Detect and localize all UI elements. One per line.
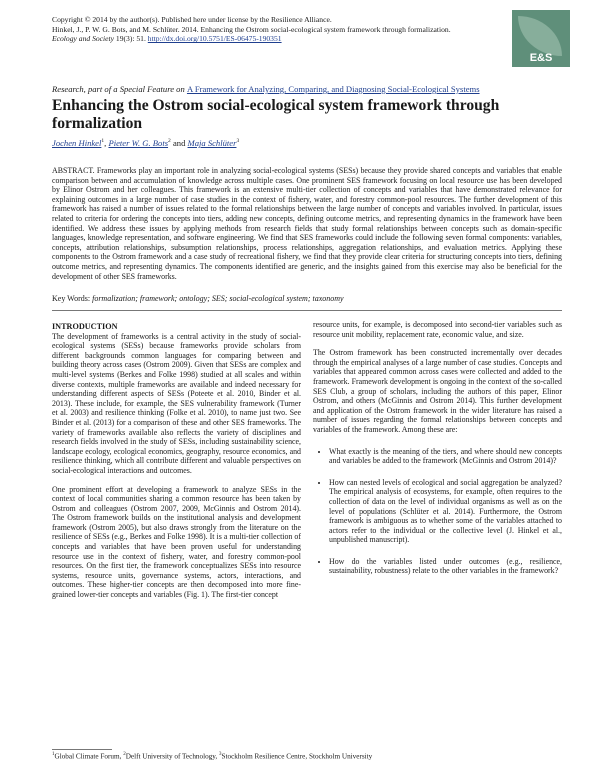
keywords bbox=[52, 294, 562, 303]
abstract-text: Frameworks play an important role in analyzing social-ecological systems (SESs) because they provide shared concepts and variables that enable comparison between and accumulation of knowledge across multiple cases. One prominent SES framework focusing on local resource use has been developed by Elinor Ostrom and her colleagues. This framework is an extensive multi-tier collection of concepts and variables that have demonstrated relevance for explaining outcomes in a large number of case studies in the context of fishery, water, and forestry common-pool resources. The further development of this framework has raised a number of issues related to the formal relationships between the large number of concepts and variables involved. In particular, issues related to criteria for ordering the concepts into tiers, adding new concepts, defining outcome metrics, and representing dynamics in the framework have been identified. We address these issues by applying methods from research fields that study formal relationships between concepts such as domain-specific languages, knowledge representation, and software engineering. We find that SES frameworks could include the following seven formal components: variables, concepts, attribution relationships, subsumption relationships, process relationships, aggregation relationships, and evaluation metrics. Applying these components to the Ostrom framework and a case study of recreational fishery, we find that they provide clear criteria for structuring concepts into tiers, defining outcome metrics, and representing dynamics. The components identified are generic, and the insights gained from this exercise may also be beneficial for the development of other SES frameworks. bbox=[52, 166, 562, 281]
series-text: , part of a Special Feature on bbox=[83, 84, 187, 94]
keywords-label: Key Words: bbox=[52, 294, 91, 303]
leaf-graphic bbox=[518, 16, 562, 56]
journal-volume: 19(3): 51. bbox=[114, 34, 146, 44]
article-type: Research bbox=[52, 84, 84, 94]
author-link[interactable]: Maja Schlüter bbox=[187, 138, 237, 148]
citation-header bbox=[52, 15, 492, 44]
author-separator: , bbox=[104, 138, 107, 148]
affiliation: Global Climate Forum, bbox=[54, 752, 124, 761]
footnote-divider bbox=[52, 749, 112, 750]
keywords-text: formalization; framework; ontology; SES; social-ecological system; taxonomy bbox=[92, 294, 344, 303]
affiliation-mark: 2 bbox=[168, 138, 171, 145]
citation-line: Hinkel, J., P. W. G. Bots, and M. Schlüter. 2014. Enhancing the Ostrom social-ecological system framework through formalization. bbox=[52, 24, 451, 34]
special-feature-link[interactable]: A Framework for Analyzing, Comparing, and Diagnosing Social-Ecological Systems bbox=[186, 84, 480, 94]
doi-link[interactable]: http://dx.doi.org/10.5751/ES-06475-190351 bbox=[147, 34, 282, 44]
affiliation-mark: 1 bbox=[101, 138, 105, 145]
author-link[interactable]: Jochen Hinkel bbox=[52, 138, 102, 148]
affiliation: Stockholm Resilience Centre, Stockholm University bbox=[221, 752, 373, 761]
right-column bbox=[313, 320, 562, 588]
paragraph: One prominent effort at developing a framework to analyze SESs in the context of local communities sharing a common resource has been taken by Ostrom and colleagues (Ostrom 2007, 2009, McGinnis and Ostrom 2014). The Ostrom framework builds on the institutional analysis and development framework (Ostrom 2005), but also draws strongly from the literature on the resilience of SESs (e.g., Berkes and Folke 1998). It is a multi-tier collection of concepts and variables that have been proven useful for understanding resource use in the context of fishery, water, and forestry common-pool resources. On the first tier, the framework conceptualizes SESs into resource systems, resource units, governance systems, actors, interactions, and outcomes. These higher-tier concepts are then decomposed into more fine-grained lower-tier concepts and variables (Fig. 1). The first-tier concept bbox=[52, 484, 301, 600]
paragraph: The Ostrom framework has been constructed incrementally over decades through the empirical analyses of a large number of case studies. Concepts and variables that appeared common across cases were collected and added to the framework. Framework development is ongoing in the context of the so-called SES Club, a group of scholars, including the authors of this paper, Elinor Ostrom, and others (McGinnis and Ostrom 2014). This further development and application of the Ostrom framework in the wider literature has raised a number of issues regarding the formal relationships between concepts and variables of the framework. Among these are: bbox=[313, 348, 562, 434]
list-item: • How do the variables listed under outcomes (e.g., resilience, sustainability, robustness) relate to the other variables in the framework? bbox=[329, 557, 562, 576]
affiliation-mark: 1 bbox=[52, 752, 55, 757]
special-feature-line bbox=[52, 84, 562, 94]
copyright-line: Copyright © 2014 by the author(s). Published here under license by the Resilience Alliance. bbox=[52, 15, 332, 24]
logo-text: E&S bbox=[529, 52, 553, 64]
abstract-label: ABSTRACT. bbox=[52, 166, 95, 175]
paragraph: resource units, for example, is decomposed into second-tier variables such as resource unit mobility, replacement rate, economic value, and size. bbox=[313, 320, 562, 339]
left-column bbox=[52, 322, 301, 609]
author-link[interactable]: Pieter W. G. Bots bbox=[108, 138, 169, 148]
abstract bbox=[52, 166, 562, 281]
affiliations-footnote bbox=[52, 752, 372, 760]
list-item: • What exactly is the meaning of the tiers, and where should new concepts and variables be added to the framework (McGinnis and Ostrom 2014)? bbox=[329, 447, 562, 466]
article-title: Enhancing the Ostrom social-ecological system framework through formalization bbox=[52, 97, 500, 132]
paragraph: The development of frameworks is a central activity in the study of social-ecological systems (SESs) because frameworks provide scholars from different backgrounds common languages for comparing between and building theory across cases (Ostrom 2009). Given that SESs are complex and multi-level systems (Berkes and Folke 1998) studied at all scales and within diverse contexts, multiple frameworks are available and indeed necessary for understanding different aspects of SESs (Poteete et al. 2010, Binder et al. 2013). These include, for example, the SES vulnerability framework (Turner et al. 2003) and resilience thinking (Folke et al. 2010), to name just two. See Binder et al. (2013) for a comparison of these and other SES frameworks. The variety of frameworks available also reflects the variety of disciplines and research fields involved in the study of SESs, including sustainability science, landscape ecology, ecological economics, geography, resource economics, and resilience thinking, which all contribute different and valuable perspectives on social-ecological interactions and outcomes. bbox=[52, 331, 301, 475]
author-separator: and bbox=[172, 138, 186, 148]
list-item: • How can nested levels of ecological and social aggregation be analyzed? The empirical analysis of ecosystems, for example, often requires to the collection of data on the level of individual organisms as well as on the level of populations (Schlüter et al. 2014). Furthermore, the Ostrom framework is ambiguous as to whether some of the variables attached to actors refer to the individual or the collective level (J. Hinkel et al., unpublished manuscript). bbox=[329, 478, 562, 545]
journal-line bbox=[52, 34, 492, 44]
author-list bbox=[52, 138, 239, 148]
affiliation: Delft University of Technology, bbox=[125, 752, 220, 761]
issue-list bbox=[313, 447, 562, 577]
journal-name: Ecology and Society bbox=[52, 34, 114, 44]
section-divider bbox=[52, 310, 562, 311]
affiliation-mark: 3 bbox=[219, 752, 222, 757]
journal-logo[interactable] bbox=[512, 10, 570, 67]
affiliation-mark: 2 bbox=[123, 752, 126, 757]
section-heading: INTRODUCTION bbox=[52, 322, 118, 331]
affiliation-mark: 3 bbox=[236, 138, 240, 145]
